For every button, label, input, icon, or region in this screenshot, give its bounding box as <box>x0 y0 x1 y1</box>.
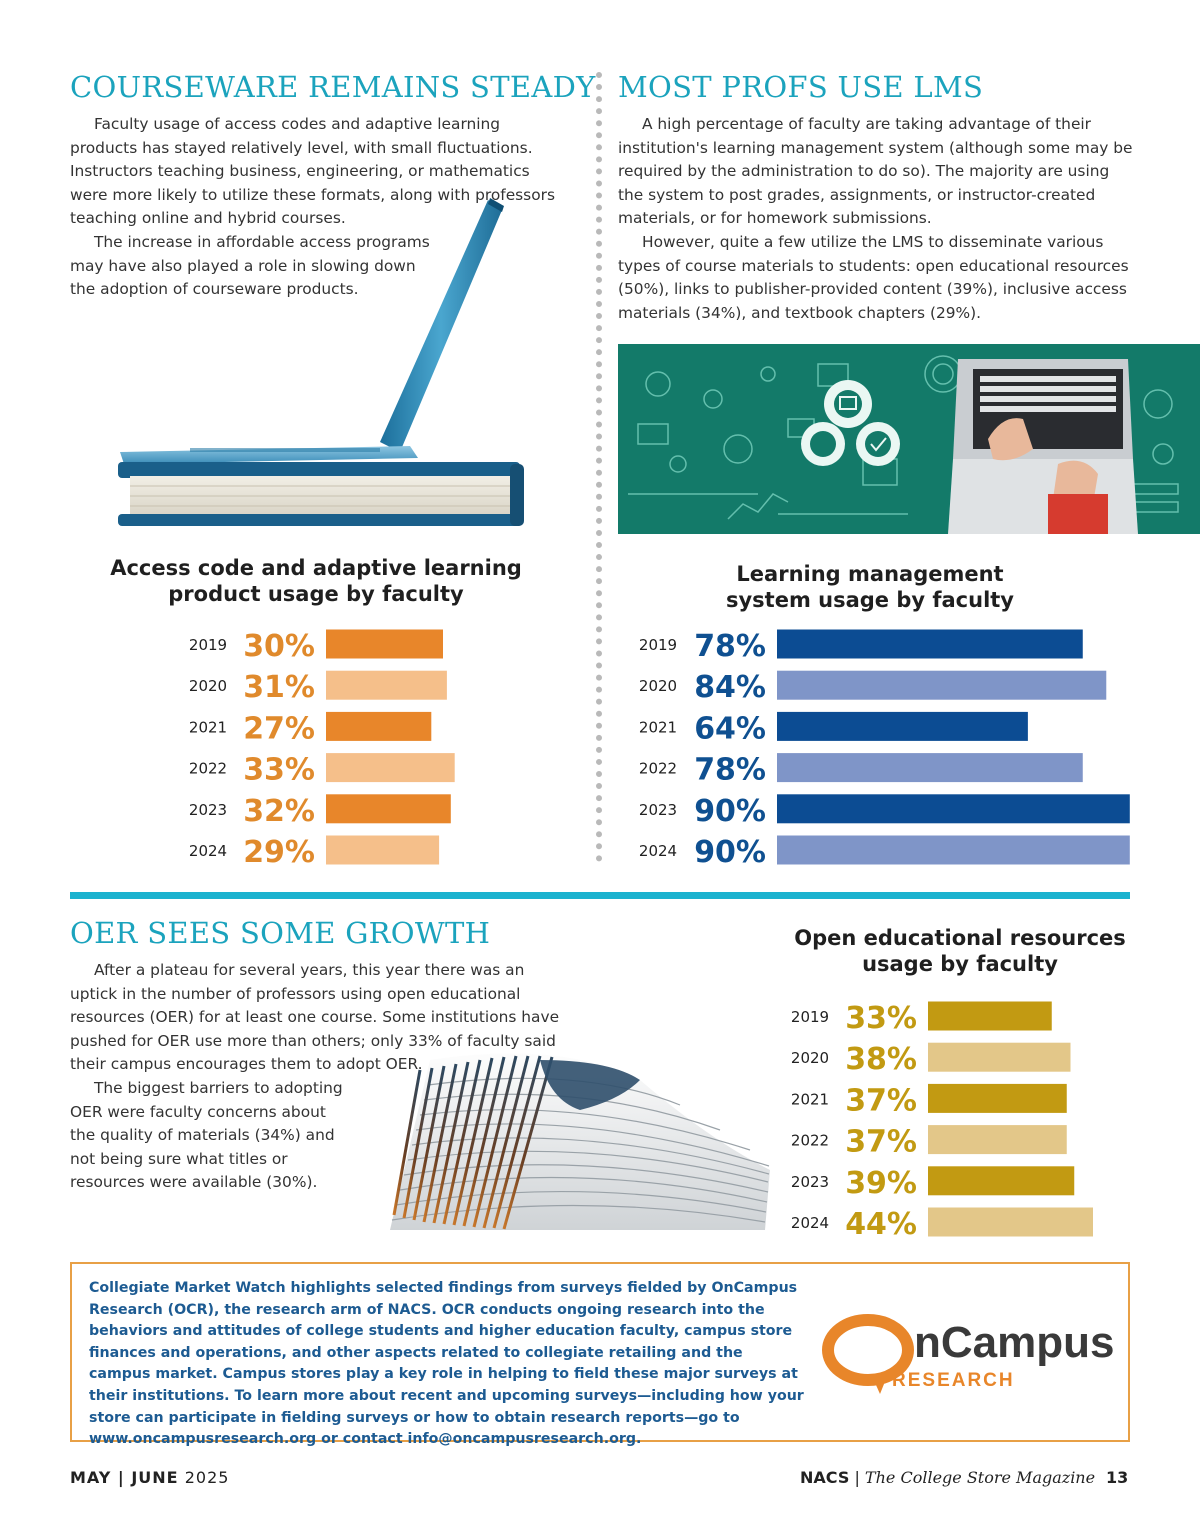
year-label: 2020 <box>188 677 228 696</box>
chart-3-title: Open educational resources usage by faculty <box>794 926 1126 976</box>
bar <box>928 1084 1067 1113</box>
value-label: 37% <box>845 1124 917 1160</box>
oer-paragraph-1: After a plateau for several years, this year there was an uptick in the number of professors using open educational resources (OER) for at least one course. Some institutions have pushed for OER use more than others; only 33% of faculty said their campus encourages them to adopt OER. <box>70 961 560 1074</box>
section-rule <box>70 892 1130 899</box>
oncampus-logo-research: RESEARCH <box>892 1370 1015 1391</box>
chart-1-svg <box>170 624 595 870</box>
footer-magazine: The College Store Magazine <box>864 1468 1096 1487</box>
bar <box>928 1125 1067 1154</box>
value-label: 78% <box>694 752 766 788</box>
bar <box>326 712 431 741</box>
footer-issue-months: MAY | JUNE <box>70 1468 179 1487</box>
bar <box>326 753 455 782</box>
year-label: 2024 <box>790 1214 830 1232</box>
bar <box>777 712 1028 741</box>
bar <box>777 836 1130 865</box>
bar <box>326 794 451 823</box>
value-label: 29% <box>243 835 315 870</box>
year-label: 2022 <box>638 759 678 778</box>
value-label: 90% <box>694 793 766 829</box>
chart-2-title: Learning management system usage by faculty <box>725 562 1015 612</box>
value-label: 78% <box>694 629 766 664</box>
bar <box>777 753 1083 782</box>
ocr-note-box <box>70 1262 1130 1448</box>
ocr-note-text: Collegiate Market Watch highlights selected findings from surveys fielded by OnCampus Research (OCR), the research arm of NACS. OCR conducts ongoing research into the behaviors and attitudes of college students and higher education faculty, campus store finances and operations, and other aspects related to collegiate retailing and the campus market. Campus stores play a key role in helping to field these major surveys at their institutions. To learn more about recent and upcoming surveys—including how your store can participate in fielding surveys or how to obtain research reports—go to www.oncampusresearch.org or contact info@oncampusresearch.org. <box>89 1280 804 1448</box>
courseware-headline: COURSEWARE REMAINS STEADY <box>70 70 596 104</box>
bar <box>928 1002 1052 1031</box>
chart-3-svg <box>770 996 1170 1242</box>
page-number: 13 <box>1106 1468 1129 1487</box>
value-label: 38% <box>845 1042 917 1078</box>
year-label: 2019 <box>638 636 678 654</box>
oncampus-logo <box>822 1312 1122 1402</box>
value-label: 37% <box>845 1083 917 1119</box>
value-label: 90% <box>694 835 766 870</box>
bar <box>928 1043 1071 1072</box>
year-label: 2023 <box>790 1172 830 1191</box>
oncampus-logo-wordmark: nCampus <box>914 1318 1115 1367</box>
value-label: 84% <box>694 670 766 706</box>
lms-paragraph-1: A high percentage of faculty are taking advantage of their institution's learning management system (although some may be required by the administration to do so). The majority are using the system to post grades, assignments, or instructor-created materials, or for homework submissions. <box>618 115 1133 228</box>
bar <box>326 671 447 700</box>
year-label: 2020 <box>638 677 678 696</box>
value-label: 31% <box>243 670 315 706</box>
value-label: 27% <box>243 711 315 747</box>
oer-paragraph-2: The biggest barriers to adopting OER were faculty concerns about the quality of materials (34%) and not being sure what titles or resources were available (30%). <box>70 1078 343 1192</box>
value-label: 30% <box>243 629 315 664</box>
lms-headline: MOST PROFS USE LMS <box>618 70 984 104</box>
value-label: 33% <box>243 752 315 788</box>
bar <box>928 1208 1093 1237</box>
year-label: 2020 <box>790 1049 830 1068</box>
footer-org: NACS <box>800 1468 850 1487</box>
year-label: 2022 <box>188 759 228 778</box>
year-label: 2019 <box>188 636 228 654</box>
year-label: 2024 <box>188 842 228 860</box>
year-label: 2023 <box>188 800 228 819</box>
bar <box>777 794 1130 823</box>
chart-2-svg <box>620 624 1180 870</box>
bar <box>777 671 1106 700</box>
value-label: 32% <box>243 793 315 829</box>
year-label: 2021 <box>188 718 228 737</box>
value-label: 33% <box>845 1001 917 1036</box>
footer-issue <box>70 1468 229 1487</box>
column-divider <box>596 72 602 862</box>
lms-technology-banner <box>618 344 1200 534</box>
year-label: 2021 <box>790 1090 830 1109</box>
year-label: 2021 <box>638 718 678 737</box>
bar <box>928 1166 1074 1195</box>
value-label: 64% <box>694 711 766 747</box>
chart-access-code <box>170 624 595 870</box>
bar <box>326 836 439 865</box>
courseware-paragraph-1: Faculty usage of access codes and adaptive learning products has stayed relatively level, with small fluctuations. Instructors teaching business, engineering, or mathematics were more likely to utilize these formats, along with professors teaching online and hybrid courses. <box>70 115 555 228</box>
year-label: 2019 <box>790 1008 830 1026</box>
oer-headline: OER SEES SOME GROWTH <box>70 916 491 950</box>
bar <box>777 630 1083 659</box>
year-label: 2023 <box>638 800 678 819</box>
footer-publication <box>800 1468 1095 1487</box>
year-label: 2024 <box>638 842 678 860</box>
lms-paragraph-2: However, quite a few utilize the LMS to disseminate various types of course materials to students: open educational resources (50%), links to publisher-provided content (39%), inclusive access materials (34%), and textbook chapters (29%). <box>618 232 1129 322</box>
footer-issue-year: 2025 <box>184 1468 230 1487</box>
courseware-paragraph-2: The increase in affordable access programs may have also played a role in slowing down the adoption of courseware products. <box>70 232 430 299</box>
value-label: 39% <box>845 1165 917 1201</box>
footer-separator: | <box>854 1468 860 1487</box>
bar <box>326 630 443 659</box>
year-label: 2022 <box>790 1131 830 1150</box>
chart-1-title: Access code and adaptive learning product usage by faculty <box>110 556 522 606</box>
chart-lms <box>620 624 1180 870</box>
value-label: 44% <box>845 1207 917 1242</box>
chart-oer <box>770 996 1170 1242</box>
